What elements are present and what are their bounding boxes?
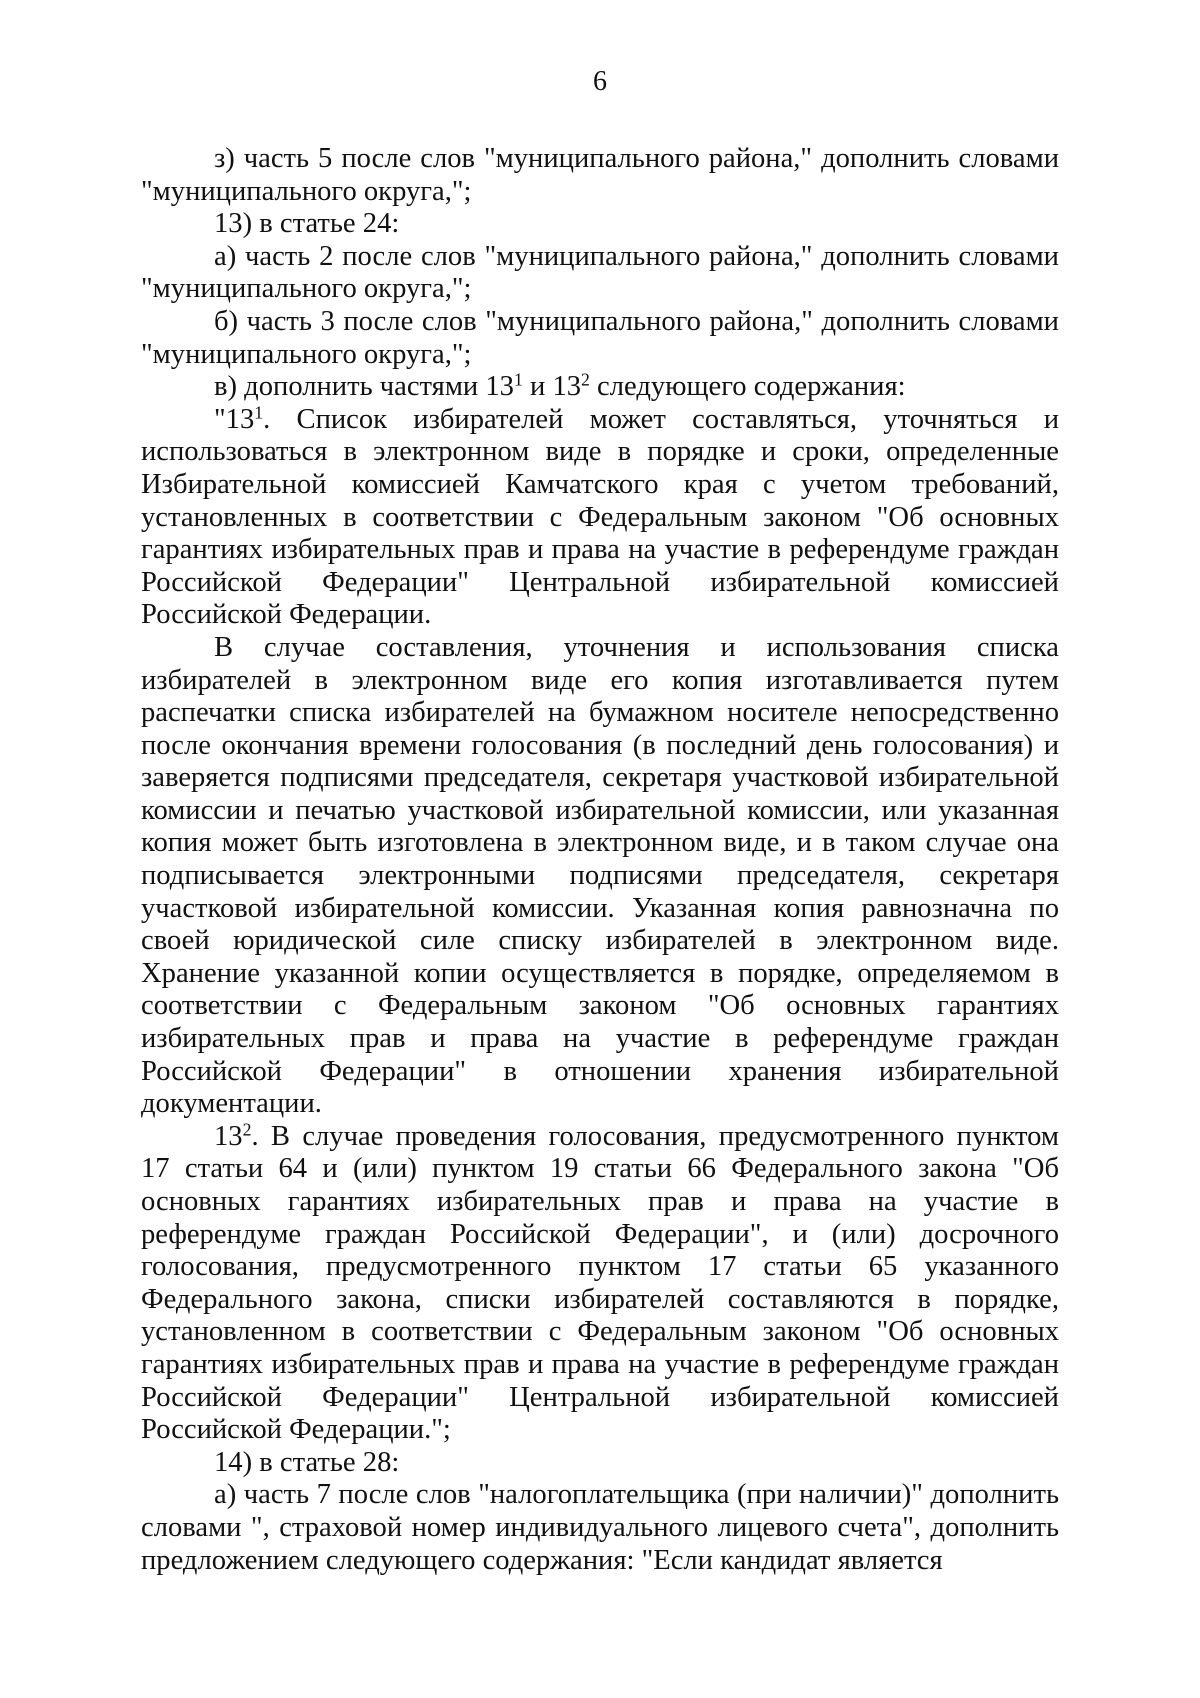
text-run: следующего содержания: bbox=[589, 371, 906, 403]
text-run: в) дополнить частями 13 bbox=[214, 371, 514, 403]
page-number: 6 bbox=[593, 66, 607, 97]
paragraph-part-13-2 bbox=[141, 1121, 1059, 1447]
text-run: . Список избирателей может составляться, уточняться и использоваться в электронном виде в порядке и сроки, определенные Избирательной комиссией Камчатского края с учетом требований, установленных в соответствии с Федеральным законом "Об основных гарантиях избирательных прав и права на участие в референдуме граждан Российской Федерации" Центральной избирательной комиссией Российской Федерации. bbox=[141, 403, 1059, 631]
paragraph-item-13: 13) в статье 24: bbox=[214, 208, 400, 240]
text-run: 13 bbox=[214, 1120, 243, 1152]
document-body bbox=[141, 143, 1059, 1577]
paragraph-v-add-parts bbox=[141, 371, 1059, 404]
paragraph-item-14: 14) в статье 28: bbox=[214, 1446, 400, 1478]
superscript: 2 bbox=[242, 1119, 252, 1140]
superscript: 1 bbox=[513, 369, 523, 390]
superscript: 1 bbox=[254, 402, 264, 422]
text-run: . В случае проведения голосования, предусмотренного пунктом 17 статьи 64 и (или) пунктом 19 статьи 66 Федерального закона "Об основных гарантиях избирательных прав и права на участие в референдуме граждан Российской Федерации", и (или) досрочного голосования, предусмотренного пунктом 17 статьи 65 указанного Федерального закона, списки избирателей составляются в порядке, установленном в соответствии с Федеральным законом "Об основных гарантиях избирательных прав и права на участие в референдуме граждан Российской Федерации" Центральной избирательной комиссией Российской Федерации."; bbox=[141, 1120, 1059, 1446]
paragraph-a-part-7: а) часть 7 после слов "налогоплательщика (при наличии)" дополнить словами ", страховой номер индивидуального лицевого счета", дополнить предложением следующего содержания: "Если кандидат является bbox=[141, 1479, 1059, 1576]
paragraph-a-part-2: а) часть 2 после слов "муниципального района," дополнить словами "муниципального округа,"; bbox=[141, 240, 1059, 305]
superscript: 2 bbox=[581, 369, 590, 390]
paragraph-z-part-5: з) часть 5 после слов "муниципального района," дополнить словами "муниципального округа,"; bbox=[141, 143, 1059, 207]
text-run: и 13 bbox=[522, 371, 582, 403]
paragraph-electronic-copy: В случае составления, уточнения и использования списка избирателей в электронном виде его копия изготавливается путем распечатки списка избирателей на бумажном носителе непосредственно после окончания времени голосования (в последний день голосования) и заверяется подписями председателя, секретаря участковой избирательной комиссии и печатью участковой избирательной комиссии, или указанная копия может быть изготовлена в электронном виде, и в таком случае она подписывается электронными подписями председателя, секретаря участковой избирательной комиссии. Указанная копия равнозначна по своей юридической силе списку избирателей в электронном виде. Хранение указанной копии осуществляется в порядке, определяемом в соответствии с Федеральным законом "Об основных гарантиях избирательных прав и права на участие в референдуме граждан Российской Федерации" в отношении хранения избирательной документации. bbox=[141, 631, 1059, 1120]
paragraph-part-13-1 bbox=[141, 404, 1059, 632]
paragraph-b-part-3: б) часть 3 после слов "муниципального района," дополнить словами "муниципального округа,"; bbox=[141, 305, 1059, 370]
text-run: "13 bbox=[214, 403, 255, 435]
